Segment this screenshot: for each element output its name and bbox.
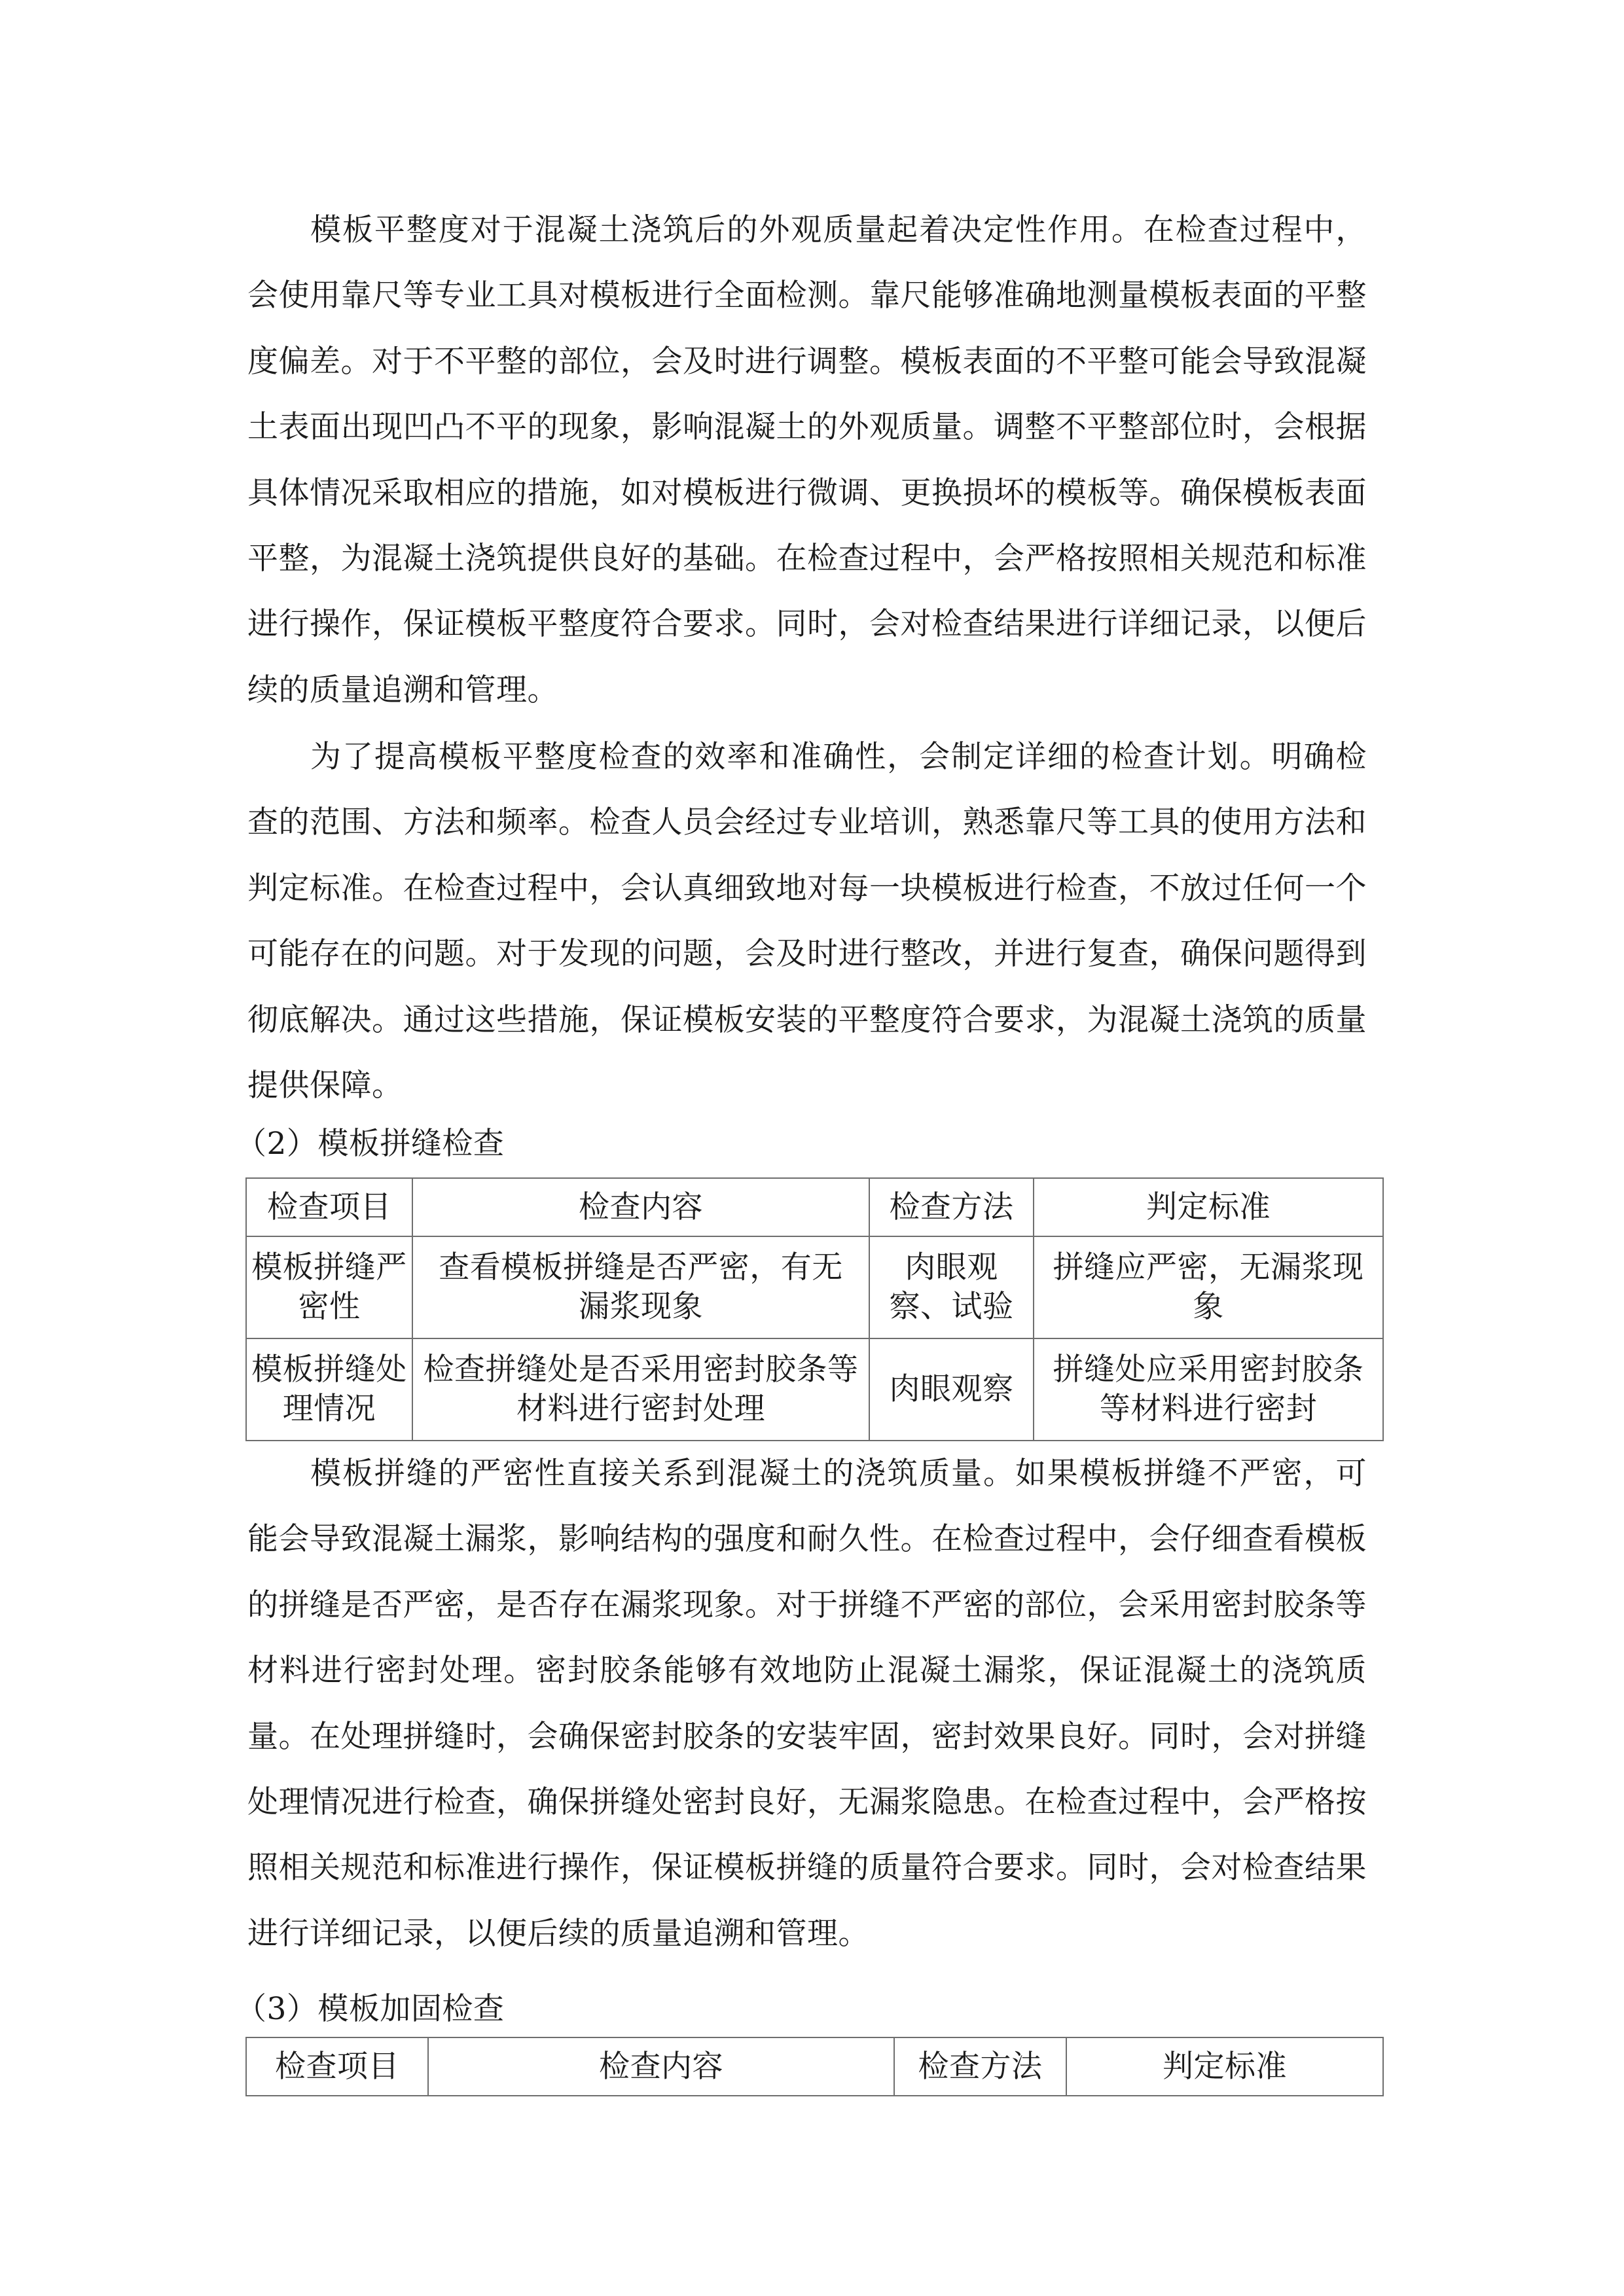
table-cell-method: 肉眼观察 [869,1338,1034,1441]
header-cell-item: 检查项目 [246,1178,412,1236]
header-cell-content: 检查内容 [412,1178,869,1236]
table-cell-content: 检查拼缝处是否采用密封胶条等材料进行密封处理 [412,1338,869,1441]
section-heading-joint-inspection: （2）模板拼缝检查 [236,1126,505,1162]
table-header-row [246,1178,1383,1236]
paragraph-joint-tightness: 模板拼缝的严密性直接关系到混凝土的浇筑质量。如果模板拼缝不严密，可能会导致混凝土漏浆，影响结构的强度和耐久性。在检查过程中，会仔细查看模板的拼缝是否严密，是否存在漏浆现象。对于拼缝不严密的部位，会采用密封胶条等材料进行密封处理。密封胶条能够有效地防止混凝土漏浆，保证混凝土的浇筑质量。在处理拼缝时，会确保密封胶条的安装牢固，密封效果良好。同时，会对拼缝处理情况进行检查，确保拼缝处密封良好，无漏浆隐患。在检查过程中，会严格按照相关规范和标准进行操作，保证模板拼缝的质量符合要求。同时，会对检查结果进行详细记录，以便后续的质量追溯和管理。 [247,1456,1367,1952]
header-cell-content: 检查内容 [428,2037,894,2096]
table-cell-content: 查看模板拼缝是否严密，有无漏浆现象 [412,1236,869,1338]
table-header-row [246,2037,1383,2096]
table-row [246,1236,1383,1338]
header-cell-item: 检查项目 [246,2037,428,2096]
reinforcement-inspection-table [245,2037,1384,2096]
header-cell-method: 检查方法 [869,1178,1034,1236]
paragraph-inspection-plan: 为了提高模板平整度检查的效率和准确性，会制定详细的检查计划。明确检查的范围、方法和频率。检查人员会经过专业培训，熟悉靠尺等工具的使用方法和判定标准。在检查过程中，会认真细致地对每一块模板进行检查，不放过任何一个可能存在的问题。对于发现的问题，会及时进行整改，并进行复查，确保问题得到彻底解决。通过这些措施，保证模板安装的平整度符合要求，为混凝土浇筑的质量提供保障。 [247,739,1367,1104]
header-cell-method: 检查方法 [894,2037,1066,2096]
joint-inspection-table [245,1177,1384,1441]
table-cell-method: 肉眼观察、试验 [869,1236,1034,1338]
header-cell-criteria: 判定标准 [1066,2037,1383,2096]
table-cell-item: 模板拼缝处理情况 [246,1338,412,1441]
paragraph-flatness-inspection: 模板平整度对于混凝土浇筑后的外观质量起着决定性作用。在检查过程中，会使用靠尺等专业工具对模板进行全面检测。靠尺能够准确地测量模板表面的平整度偏差。对于不平整的部位，会及时进行调整。模板表面的不平整可能会导致混凝土表面出现凹凸不平的现象，影响混凝土的外观质量。调整不平整部位时，会根据具体情况采取相应的措施，如对模板进行微调、更换损坏的模板等。确保模板表面平整，为混凝土浇筑提供良好的基础。在检查过程中，会严格按照相关规范和标准进行操作，保证模板平整度符合要求。同时，会对检查结果进行详细记录，以便后续的质量追溯和管理。 [247,212,1367,708]
table-cell-item: 模板拼缝严密性 [246,1236,412,1338]
table-row [246,1338,1383,1441]
header-cell-criteria: 判定标准 [1034,1178,1383,1236]
section-heading-reinforcement-inspection: （3）模板加固检查 [236,1991,505,2027]
table-cell-criteria: 拼缝应严密，无漏浆现象 [1034,1236,1383,1338]
table-cell-criteria: 拼缝处应采用密封胶条等材料进行密封 [1034,1338,1383,1441]
